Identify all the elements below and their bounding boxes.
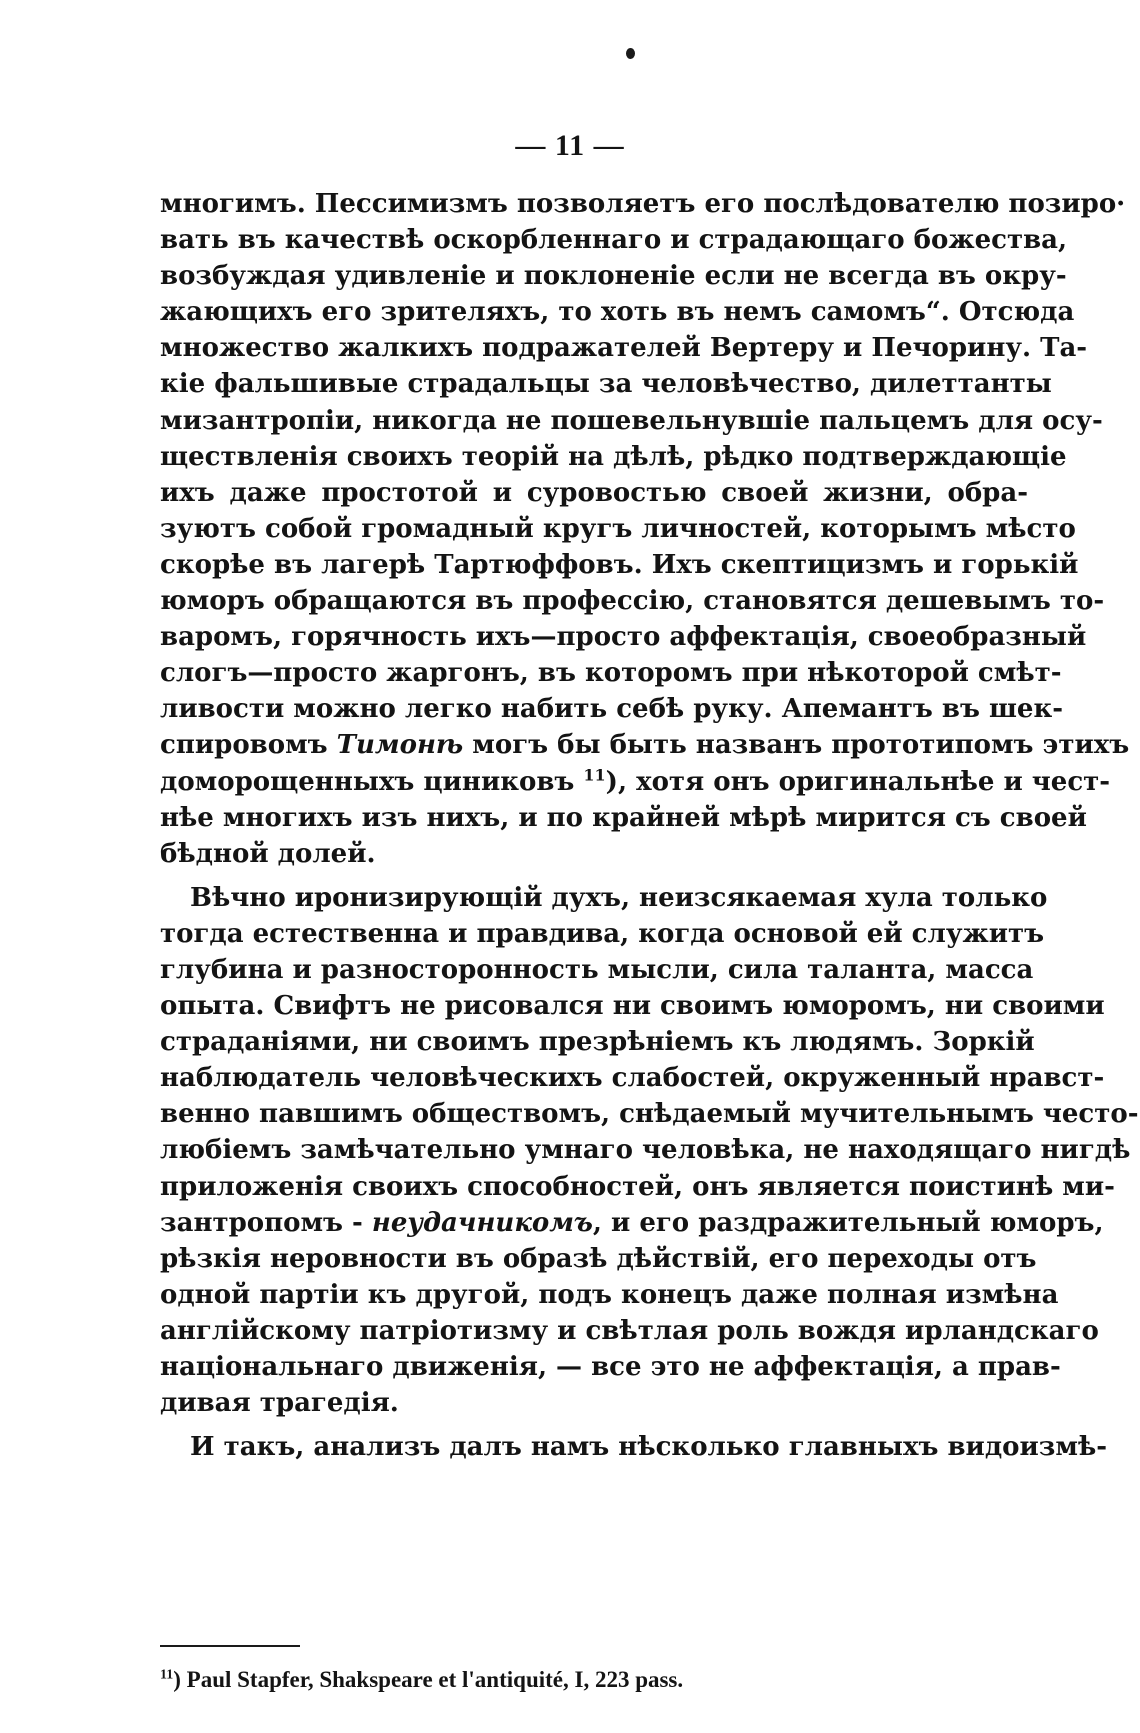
main-text [160, 186, 1139, 1465]
text-line: жающихъ его зрителяхъ, то хоть въ немъ самомъ“. Отсюда [160, 297, 1075, 328]
text-line: глубина и разносторонность мысли, сила таланта, масса [160, 954, 1034, 985]
footnote-rule [160, 1645, 300, 1647]
text-line: дивая трагедія. [160, 1388, 399, 1419]
paragraph-gap [160, 1421, 1028, 1429]
text-line: страданіями, ни своимъ презрѣніемъ къ людямъ. Зоркій [160, 1027, 1035, 1058]
text-line: Вѣчно иронизирующій духъ, неизсякаемая хула только [190, 882, 1048, 913]
text-line: наблюдатель человѣческихъ слабостей, окруженный нравст- [160, 1063, 1105, 1094]
italic-word: неудачникомъ [371, 1207, 593, 1238]
italic-title: Тимонѣ [336, 730, 464, 761]
text-line: кіе фальшивые страдальцы за человѣчество, дилеттанты [160, 369, 1052, 400]
text-run: доморощенныхъ циниковъ [160, 766, 584, 797]
text-run: ), хотя онъ оригинальнѣе и чест- [605, 766, 1111, 797]
text-line: рѣзкія неровности въ образѣ дѣйствій, его переходы отъ [160, 1243, 1037, 1274]
text-line: скорѣе въ лагерѣ Тартюффовъ. Ихъ скептицизмъ и горькій [160, 549, 1079, 580]
text-line [160, 764, 1111, 800]
footnote-reference: 11 [583, 764, 606, 784]
text-line: ливости можно легко набить себѣ руку. Апемантъ въ шек- [160, 694, 1064, 725]
text-line: ихъ даже простотой и суровостью своей жизни, обра- [160, 477, 1028, 508]
text-line: многимъ. Пессимизмъ позволяетъ его послѣдователю позиро· [160, 189, 1126, 219]
footnote [160, 1665, 683, 1695]
text-line: множество жалкихъ подражателей Вертеру и Печорину. Та- [160, 333, 1088, 364]
text-line: мизантропіи, никогда не пошевельнувшіе пальцемъ для осу- [160, 405, 1103, 436]
text-line: опыта. Свифтъ не рисовался ни своимъ юморомъ, ни своими [160, 991, 1105, 1022]
text-line: слогъ—просто жаргонъ, въ которомъ при нѣкоторой смѣт- [160, 658, 1062, 689]
text-line: венно павшимъ обществомъ, снѣдаемый мучительнымъ често- [160, 1099, 1139, 1130]
footnote-text: ) Paul Stapfer, Shakspeare et l'antiquité, I, 223 pass. [173, 1667, 684, 1692]
text-line: бѣдной долей. [160, 838, 376, 869]
text-line: нѣе многихъ изъ нихъ, и по крайней мѣрѣ мирится съ своей [160, 802, 1087, 833]
text-run: спировомъ [160, 730, 337, 761]
text-line: любіемъ замѣчательно умнаго человѣка, не находящаго нигдѣ [160, 1135, 1131, 1166]
text-run: могъ бы быть названъ прототипомъ этихъ [463, 730, 1130, 761]
text-line: юморъ обращаются въ профессію, становятся дешевымъ то- [160, 586, 1105, 617]
text-line: вать въ качествѣ оскорбленнаго и страдающаго божества, [160, 225, 1068, 256]
text-line: тогда естественна и правдива, когда основой ей служитъ [160, 918, 1045, 949]
ink-dot-mark [626, 48, 635, 59]
text-line: возбуждая удивленіе и поклоненіе если не всегда въ окру- [160, 261, 1067, 292]
paragraph-gap [160, 872, 1028, 880]
text-line [160, 727, 1130, 763]
text-line: зуютъ собой громадный кругъ личностей, которымъ мѣсто [160, 513, 1076, 544]
text-line: національнаго движенія, — все это не аффектація, а прав- [160, 1352, 1061, 1382]
text-line: приложенія своихъ способностей, онъ является поистинѣ ми- [160, 1171, 1115, 1202]
text-run: зантропомъ - [160, 1207, 372, 1238]
text-line: ществленія своихъ теорій на дѣлѣ, рѣдко подтверждающіе [160, 441, 1067, 472]
text-line: одной партіи къ другой, подъ конецъ даже полная измѣна [160, 1279, 1059, 1310]
text-line: варомъ, горячность ихъ—просто аффектація, своеобразный [160, 622, 1087, 653]
text-run: , и его раздражительный юморъ, [592, 1207, 1104, 1238]
text-line: И такъ, анализъ далъ намъ нѣсколько главныхъ видоизмѣ- [190, 1432, 1108, 1463]
text-line: англійскому патріотизму и свѣтлая роль вождя ирландскаго [160, 1315, 1099, 1346]
footnote-marker: 11 [160, 1667, 174, 1683]
page-number: — 11 — [515, 129, 625, 162]
text-line [160, 1205, 1104, 1241]
